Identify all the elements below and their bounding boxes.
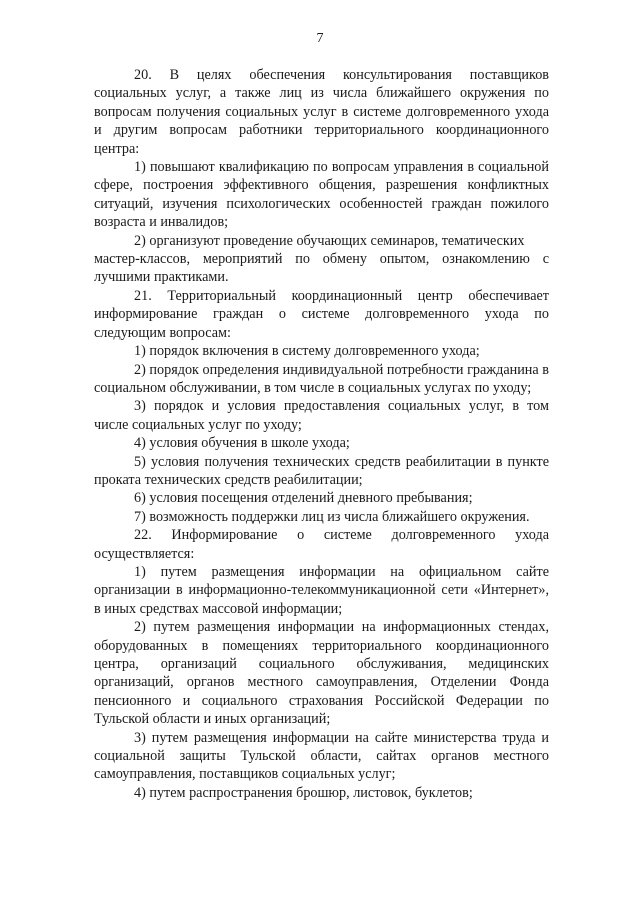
list-item: 3) путем размещения информации на сайте министерства труда и социальной защиты Тульской области, сайтах органов местного самоуправления, поставщиков социальных услуг; (94, 729, 549, 783)
list-item: 1) повышают квалификацию по вопросам управления в социальной сфере, построения эффективного общения, разрешения конфликтных ситуаций, изучения психологических особенностей граждан пожилого возраста и инвалидов; (94, 159, 549, 231)
paragraph-20: 20. В целях обеспечения консультирования поставщиков социальных услуг, а также лиц из числа ближайшего окружения по вопросам получения социальных услуг в системе долговременного ухода и другим вопросам работники территориального координационного центра: (94, 67, 549, 157)
list-item: 1) путем размещения информации на официальном сайте организации в информационно-телекоммуникационной сети «Интернет», в иных средствах массовой информации; (94, 563, 549, 617)
list-item: 4) путем распространения брошюр, листовок, буклетов; (134, 784, 473, 801)
page-number: 7 (316, 31, 324, 46)
list-item: 3) порядок и условия предоставления социальных услуг, в том числе социальных услуг по уходу; (94, 398, 549, 433)
list-item: 2) организуют проведение обучающих семинаров, тематических (134, 232, 525, 249)
list-item: 2) порядок определения индивидуальной потребности гражданина в социальном обслуживании, в том числе в социальных услугах по уходу; (94, 361, 549, 396)
list-item: 5) условия получения технических средств реабилитации в пункте проката технических средств реабилитации; (94, 453, 549, 488)
list-item: 7) возможность поддержки лиц из числа ближайшего окружения. (134, 508, 530, 525)
document-body (94, 66, 549, 802)
paragraph-22: 22. Информирование о системе долговременного ухода осуществляется: (94, 527, 549, 562)
list-item: 6) условия посещения отделений дневного пребывания; (134, 490, 473, 507)
list-item: 4) условия обучения в школе ухода; (134, 435, 350, 452)
list-item-continuation: мастер-классов, мероприятий по обмену опытом, ознакомлению с лучшими практиками. (94, 251, 549, 286)
paragraph-21: 21. Территориальный координационный центр обеспечивает информирование граждан о системе долговременного ухода по следующим вопросам: (94, 287, 549, 341)
list-item: 2) путем размещения информации на информационных стендах, оборудованных в помещениях территориального координационного центра, организаций социального обслуживания, медицинских организаций, органов местного самоуправления, Отделении Фонда пенсионного и социального страхования Российской Федерации по Тульской области и иных организаций; (94, 619, 549, 728)
list-item: 1) порядок включения в систему долговременного ухода; (134, 343, 480, 360)
